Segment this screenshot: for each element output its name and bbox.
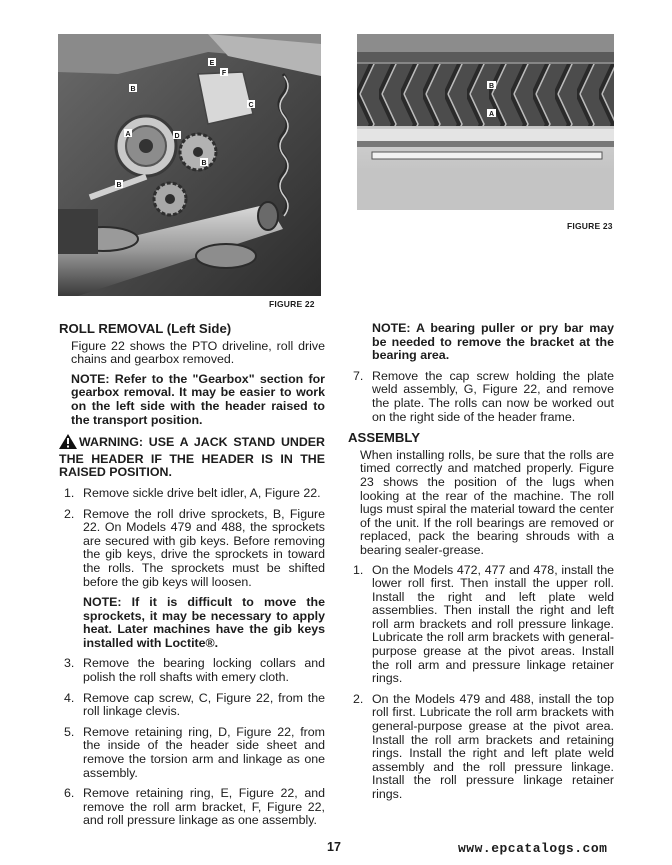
fig23-label-b: B xyxy=(488,83,495,90)
warning-icon xyxy=(59,434,77,453)
fig23-label-a: A xyxy=(488,111,495,118)
right-column xyxy=(348,322,614,809)
gearbox-note: NOTE: Refer to the "Gearbox" section for gearbox removal. It may be easier to work on the left side with the header raised to the transport position. xyxy=(71,371,325,427)
fig22-label-e: E xyxy=(209,60,215,67)
fig22-label-c: C xyxy=(248,102,254,109)
figure-22-photo xyxy=(58,34,321,296)
fig22-label-d: D xyxy=(174,133,180,140)
page-number: 17 xyxy=(327,840,341,854)
list-item: 3. Remove the bearing locking collars and polish the roll shafts with emery cloth. xyxy=(64,656,325,685)
list-item: 1. Remove sickle drive belt idler, A, Figure 22. xyxy=(64,485,321,500)
list-item: 1. On the Models 472, 477 and 478, install the lower roll first. Then install the upper roll. Install the right and left plate weld assemblies. Then install the right and left roll arm brackets and roll pressure linkage. Lubricate the roll arm brackets with general-purpose grease at the pivot areas. Install the roll arm and pressure linkage retainer rings. xyxy=(353,562,614,686)
list-item: 5. Remove retaining ring, D, Figure 22, from the inside of the header side sheet and remove the torsion arm and linkage as one assembly. xyxy=(64,724,325,780)
removal-steps-continued xyxy=(59,657,325,828)
fig22-label-a: A xyxy=(125,131,131,138)
site-watermark: www.epcatalogs.com xyxy=(458,841,608,856)
fig22-label-b-low: B xyxy=(116,182,122,189)
list-item: 2. On the Models 479 and 488, install the top roll first. Lubricate the roll arm brackets with general-purpose grease at the pivot area. Install the roll arm brackets and retaining rings. Install the right and left plate weld assembly and the roll pressure linkage. Install the roll pressure linkage retainer rings. xyxy=(353,691,614,801)
list-item: 7. Remove the cap screw holding the plate weld assembly, G, Figure 22, and remove the plate. The rolls can now be worked out on the right side of the header frame. xyxy=(353,368,614,424)
assembly-intro: When installing rolls, be sure that the rolls are timed correctly and matched properly. Figure 23 shows the position of the lugs when looking at the rear of the machine. The roll lugs must spiral the material toward the center of the unit. If the roll bearings are removed or replaced, pack the bearing shrouds with a bearing sealer-grease. xyxy=(360,447,614,557)
fig22-label-f: F xyxy=(221,70,227,77)
warning-text: WARNING: USE A JACK STAND UNDER THE HEADER IF THE HEADER IS IN THE RAISED POSITION. xyxy=(59,435,325,480)
bearing-puller-note: NOTE: A bearing puller or pry bar may be needed to remove the bracket at the bearing area. xyxy=(372,321,614,363)
roll-removal-heading: ROLL REMOVAL (Left Side) xyxy=(59,321,232,336)
removal-steps xyxy=(59,487,325,589)
sprocket-heat-note: NOTE: If it is difficult to move the sprockets, it may be necessary to apply heat. Later machines have the gib keys installed with Loctite®. xyxy=(83,595,325,650)
figure-23-photo xyxy=(357,34,614,210)
fig22-label-b-top: B xyxy=(130,86,136,93)
left-column xyxy=(59,322,325,835)
list-item: 4. Remove cap screw, C, Figure 22, from the roll linkage clevis. xyxy=(64,690,325,719)
assembly-heading: ASSEMBLY xyxy=(348,430,421,446)
fig22-label-b-mid: B xyxy=(201,160,207,167)
assembly-steps xyxy=(348,564,614,802)
list-item: 2. Remove the roll drive sprockets, B, Figure 22. On Models 479 and 488, the sprockets are secured with gib keys. Before removing the gib keys, drive the sprockets in toward the rolls. The sprockets must be shifted before the gib keys will loosen. xyxy=(64,506,325,589)
figure-23-caption: FIGURE 23 xyxy=(567,221,613,231)
roll-removal-intro: Figure 22 shows the PTO driveline, roll drive chains and gearbox removed. xyxy=(71,338,325,367)
figure-22-caption: FIGURE 22 xyxy=(269,299,315,309)
warning-block xyxy=(59,434,325,480)
list-item: 6. Remove retaining ring, E, Figure 22, and remove the roll arm bracket, F, Figure 22, and roll pressure linkage as one assembly. xyxy=(64,786,325,828)
